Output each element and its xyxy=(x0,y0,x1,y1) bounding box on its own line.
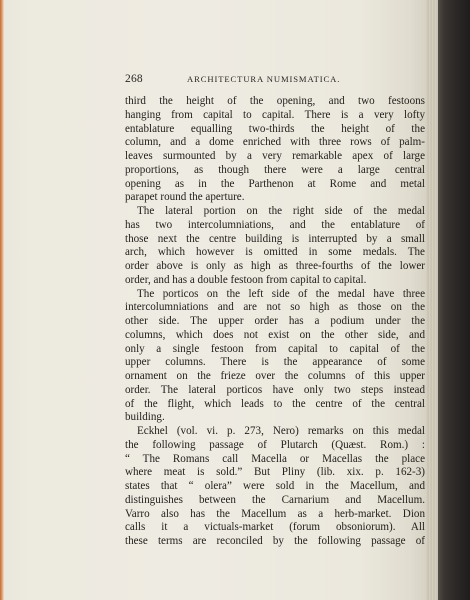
text-line: hanging from capital to capital. There is a very lofty xyxy=(125,108,425,121)
scanner-backdrop xyxy=(436,0,470,600)
text-line: calls it a victuals-market (forum obsoniorum). All xyxy=(125,521,425,534)
body-text xyxy=(125,95,425,549)
text-line: intercolumniations and are not so high as those on the xyxy=(125,301,425,314)
text-line: distinguishes between the Carnarium and Macellum. xyxy=(125,493,425,506)
text-line: “ The Romans call Macella or Macellas the place xyxy=(125,452,425,465)
text-line: parapet round the aperture. xyxy=(125,191,245,204)
text-line: where meat is sold.” But Pliny (lib. xix. p. 162-3) xyxy=(125,466,425,479)
page-number: 268 xyxy=(125,73,143,85)
text-line: third the height of the opening, and two festoons xyxy=(125,95,425,107)
text-line: entablature equalling two-thirds the height of the xyxy=(125,122,425,135)
text-line: ornament on the frieze over the columns of this upper xyxy=(125,370,425,382)
text-line: the following passage of Plutarch (Quæst. Rom.) : xyxy=(125,438,425,451)
page-edge-stripe xyxy=(0,0,4,600)
text-line: those next the centre building is interrupted by a small xyxy=(125,232,425,245)
text-line: order. The lateral porticos have only two steps instead xyxy=(125,383,425,396)
text-line: The porticos on the left side of the medal have three xyxy=(137,287,425,300)
text-line: opening as in the Parthenon at Rome and metal xyxy=(125,177,425,190)
text-line: leaves surmounted by a very remarkable apex of large xyxy=(125,150,425,162)
text-line: columns, which does not exist on the other side, and xyxy=(125,328,425,341)
page-header xyxy=(125,73,425,87)
text-line: only a single festoon from capital to capital of the xyxy=(125,342,425,355)
text-line: states that “ olera” were sold in the Macellum, and xyxy=(125,480,425,492)
text-line: has two intercolumniations, and the entablature of xyxy=(125,218,425,231)
text-line: column, and a dome enriched with three rows of palm- xyxy=(125,136,425,149)
text-line: order above is only as high as three-fourths of the lower xyxy=(125,260,425,272)
text-line: these terms are reconciled by the following passage of xyxy=(125,535,425,547)
page-leaf-edge xyxy=(426,0,438,600)
text-line: arch, which however is omitted in some medals. The xyxy=(125,246,425,259)
text-line: building. xyxy=(125,411,165,424)
text-line: upper columns. There is the appearance of some xyxy=(125,356,425,369)
text-line: order, and has a double festoon from capital to capital. xyxy=(125,273,367,286)
text-line: Varro also has the Macellum as a herb-market. Dion xyxy=(125,507,425,520)
running-head: ARCHITECTURA NUMISMATICA. xyxy=(187,74,341,84)
text-line: other side. The upper order has a podium under the xyxy=(125,315,425,327)
text-line: Eckhel (vol. vi. p. 273, Nero) remarks on this medal xyxy=(137,425,425,437)
text-line: of the flight, which leads to the centre of the central xyxy=(125,397,425,410)
text-line: The lateral portion on the right side of the medal xyxy=(137,205,425,217)
text-line: proportions, as though there were a large central xyxy=(125,163,425,176)
